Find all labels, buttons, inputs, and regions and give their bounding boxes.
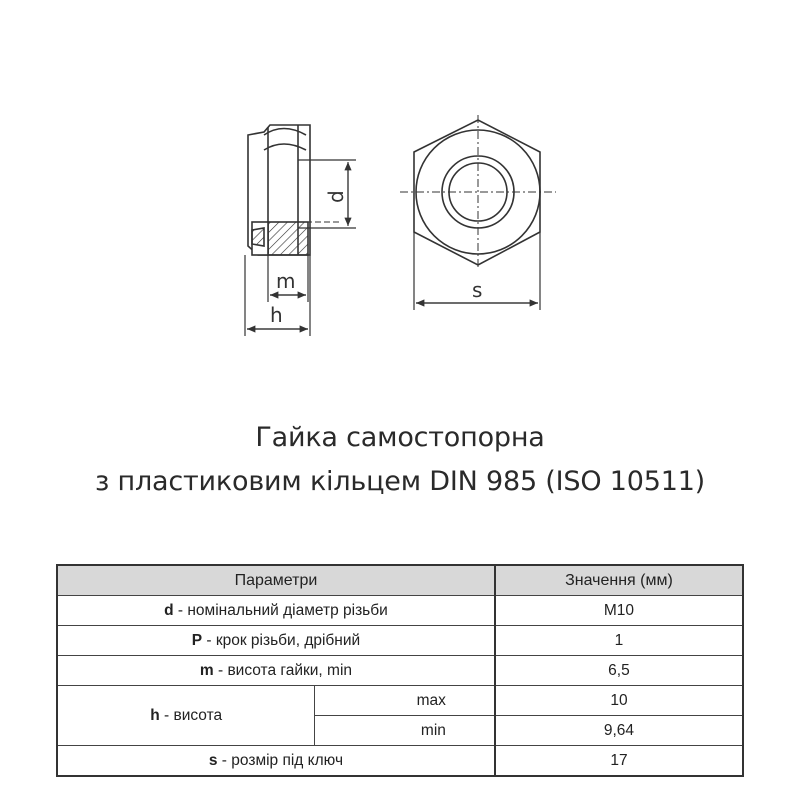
- value-cell: M10: [495, 596, 743, 626]
- value-cell: 17: [495, 746, 743, 777]
- param-symbol: m: [199, 661, 214, 679]
- sub-label-min: min: [315, 716, 495, 746]
- title-line-2: з пластиковим кільцем DIN 985 (ISO 10511): [94, 466, 706, 497]
- value-cell: 9,64: [495, 716, 743, 746]
- header-values: Значення (мм): [495, 565, 743, 596]
- param-desc: - висота: [159, 706, 223, 724]
- param-symbol: h: [150, 706, 160, 724]
- parameters-table: [56, 564, 744, 777]
- param-desc: - номінальний діаметр різьби: [173, 601, 388, 619]
- table-header-row: [57, 565, 743, 596]
- param-cell: [57, 746, 495, 777]
- table-row: [57, 596, 743, 626]
- param-symbol: P: [191, 631, 203, 649]
- table-row: [57, 656, 743, 686]
- technical-drawing: [0, 0, 800, 380]
- table-row: [57, 626, 743, 656]
- param-cell: [57, 656, 495, 686]
- param-desc: - розмір під ключ: [217, 751, 344, 769]
- header-params: Параметри: [57, 565, 495, 596]
- value-cell: 10: [495, 686, 743, 716]
- value-cell: 1: [495, 626, 743, 656]
- param-symbol: s: [208, 751, 218, 769]
- label-s: s: [472, 278, 483, 302]
- table-row: [57, 746, 743, 777]
- title-line-1: Гайка самостопорна: [255, 422, 545, 453]
- label-d: d: [324, 190, 348, 203]
- param-symbol: d: [164, 601, 174, 619]
- param-desc: - крок різьби, дрібний: [202, 631, 361, 649]
- table-row: [57, 686, 743, 716]
- page-title: [0, 416, 800, 504]
- nut-front-view: [400, 115, 556, 270]
- label-m: m: [276, 269, 296, 293]
- sub-label-max: max: [315, 686, 495, 716]
- param-cell: [57, 626, 495, 656]
- label-h: h: [270, 303, 283, 327]
- param-cell: [57, 596, 495, 626]
- param-desc: - висота гайки, min: [213, 661, 353, 679]
- param-cell: [57, 686, 315, 746]
- nut-side-view: [248, 125, 340, 255]
- value-cell: 6,5: [495, 656, 743, 686]
